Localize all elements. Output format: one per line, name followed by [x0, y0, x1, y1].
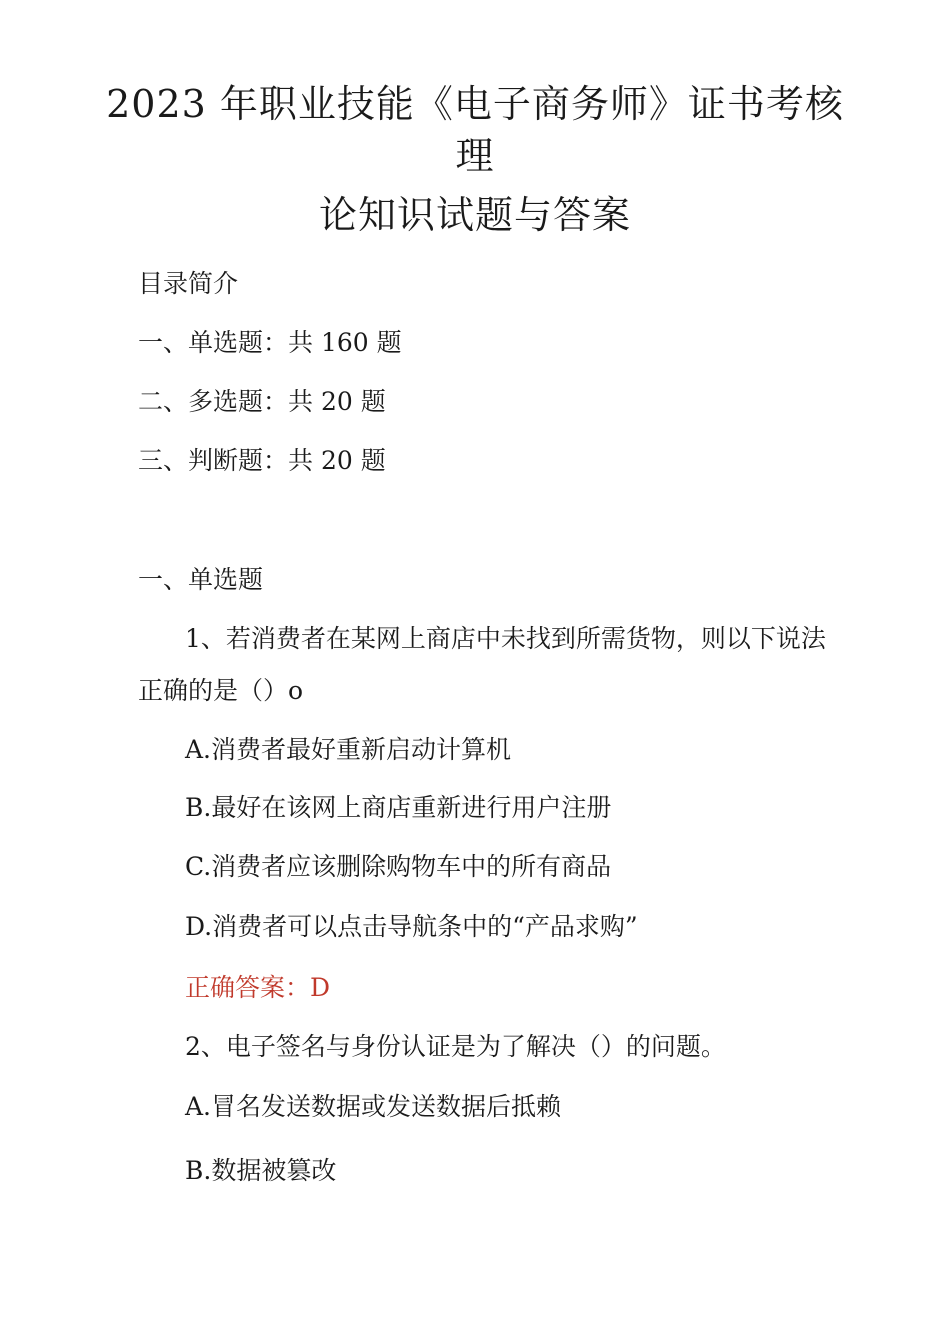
- question-1-option-c: C.消费者应该删除购物车中的所有商品: [185, 852, 612, 881]
- question-1-stem-line-2: 正确的是（）o: [138, 676, 304, 705]
- question-2-option-a: A.冒名发送数据或发送数据后抵赖: [185, 1092, 562, 1121]
- question-1-option-b: B.最好在该网上商店重新进行用户注册: [185, 793, 612, 822]
- question-1-answer: 正确答案：D: [185, 973, 331, 1002]
- toc-item-single-choice: 一、单选题：共 160 题: [138, 328, 402, 357]
- question-2-option-b: B.数据被篡改: [185, 1156, 337, 1185]
- question-1-option-a: A.消费者最好重新启动计算机: [185, 735, 512, 764]
- section-heading: 一、单选题: [138, 565, 264, 594]
- toc-item-true-false: 三、判断题：共 20 题: [138, 446, 386, 475]
- title-line-2: 论知识试题与答案: [318, 193, 631, 237]
- question-2-stem: 2、电子签名与身份认证是为了解决（）的问题。: [185, 1032, 726, 1061]
- document-title: [100, 78, 850, 241]
- toc-item-multiple-choice: 二、多选题：共 20 题: [138, 387, 386, 416]
- title-line-1: 2023 年职业技能《电子商务师》证书考核理: [106, 82, 844, 178]
- question-1-option-d: D.消费者可以点击导航条中的“产品求购”: [185, 912, 638, 941]
- toc-heading: 目录简介: [138, 269, 239, 298]
- question-1-stem-line-1: 1、若消费者在某网上商店中未找到所需货物，则以下说法: [185, 624, 826, 653]
